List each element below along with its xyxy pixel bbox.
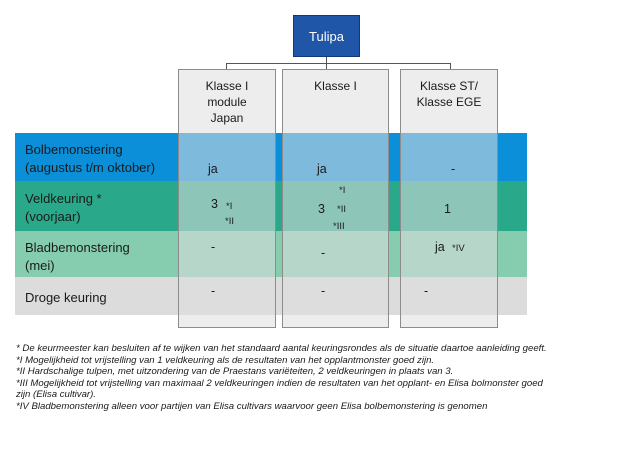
footnote-marker: *III bbox=[333, 221, 345, 232]
cell-bladbemonstering-klasse-i: - bbox=[321, 246, 326, 260]
cell-bolbemonstering-klasse-st: - bbox=[451, 162, 456, 176]
cell-droge-keuring-klasse-i-japan: - bbox=[211, 284, 216, 298]
cell-bolbemonstering-klasse-i-japan: ja bbox=[208, 162, 218, 176]
footnotes bbox=[16, 343, 616, 413]
column-header-2 bbox=[282, 78, 389, 94]
footnote: *I Mogelijkheid tot vrijstelling van 1 veldkeuring als de resultaten van het opplantmonster goed zijn. bbox=[16, 354, 435, 366]
column-header-line: Klasse ST/ bbox=[419, 79, 479, 93]
cell-bladbemonstering-klasse-st: ja bbox=[435, 240, 445, 254]
row-label-line: Droge keuring bbox=[25, 290, 107, 305]
column-header-line: Klasse I bbox=[205, 79, 249, 93]
footnote-marker: *II bbox=[225, 216, 234, 227]
column-header-line: Klasse EGE bbox=[416, 95, 482, 109]
footnote: *III Mogelijkheid tot vrijstelling van maximaal 2 veldkeuringen indien de resultaten van het opplant- en Elisa bolmonster goed bbox=[16, 377, 543, 389]
row-label-bolbemonstering bbox=[25, 141, 155, 177]
cell-droge-keuring-klasse-i: - bbox=[321, 284, 326, 298]
row-label-line: (augustus t/m oktober) bbox=[25, 160, 156, 175]
column-header-line: module bbox=[207, 95, 247, 109]
row-label-line: Bolbemonstering bbox=[25, 142, 123, 157]
cell-droge-keuring-klasse-st: - bbox=[424, 284, 429, 298]
footnote-marker: *I bbox=[226, 201, 233, 212]
footnote-marker: *II bbox=[337, 204, 346, 215]
row-label-bladbemonstering bbox=[25, 239, 130, 275]
column-header-1 bbox=[178, 78, 276, 126]
row-label-droge-keuring bbox=[25, 289, 107, 307]
row-label-line: (voorjaar) bbox=[25, 209, 81, 224]
column-klasse-i bbox=[282, 69, 389, 328]
connector-horizontal bbox=[226, 63, 451, 64]
row-label-line: Veldkeuring * bbox=[25, 191, 102, 206]
footnote-marker: *IV bbox=[452, 243, 465, 254]
root-node: Tulipa bbox=[293, 15, 360, 57]
cell-veldkeuring-klasse-i: 3 bbox=[318, 202, 325, 216]
column-header-3 bbox=[400, 78, 498, 110]
row-label-line: Bladbemonstering bbox=[25, 240, 130, 255]
footnote-marker: *I bbox=[339, 185, 346, 196]
column-header-line: Klasse I bbox=[314, 79, 357, 93]
column-header-line: Japan bbox=[210, 111, 244, 125]
cell-veldkeuring-klasse-st: 1 bbox=[444, 202, 451, 216]
footnote: *II Hardschalige tulpen, met uitzondering van de Praestans variëteiten, 2 veldkeuringen in plaats van 3. bbox=[16, 366, 454, 378]
cell-veldkeuring-klasse-i-japan: 3 bbox=[211, 197, 218, 211]
row-label-line: (mei) bbox=[25, 258, 55, 273]
footnote: *IV Bladbemonstering alleen voor partijen van Elisa cultivars waarvoor geen Elisa bolbemonstering is genomen bbox=[16, 400, 488, 412]
footnote: * De keurmeester kan besluiten af te wijken van het standaard aantal keuringsrondes als de situatie daartoe aanleiding geeft. bbox=[16, 343, 547, 354]
footnote: zijn (Elisa cultivar). bbox=[16, 389, 96, 401]
row-label-veldkeuring bbox=[25, 190, 102, 226]
cell-bolbemonstering-klasse-i: ja bbox=[317, 162, 327, 176]
cell-bladbemonstering-klasse-i-japan: - bbox=[211, 240, 216, 254]
